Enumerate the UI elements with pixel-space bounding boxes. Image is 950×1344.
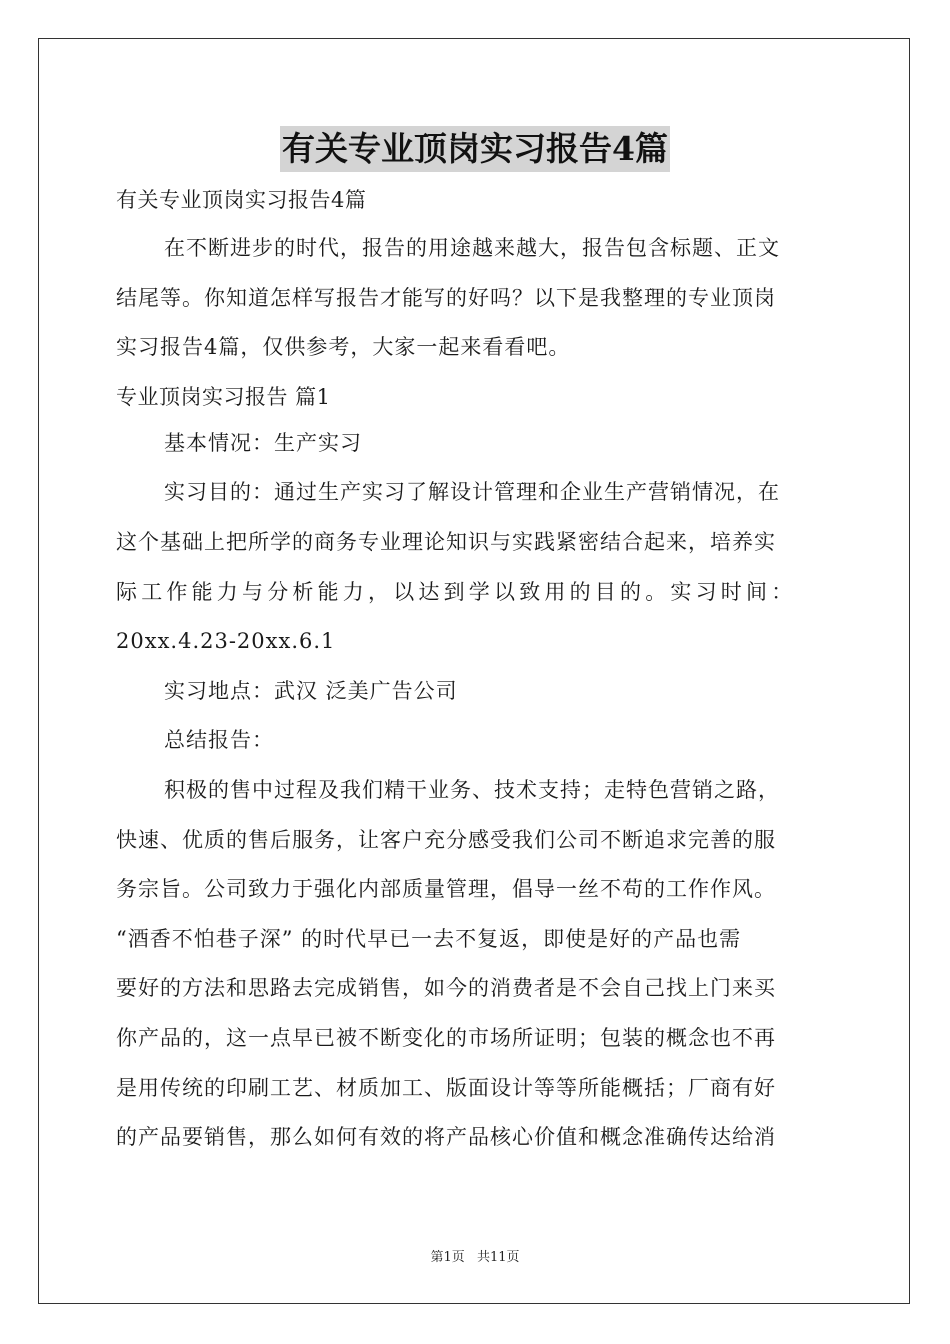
purpose-line: 这个基础上把所学的商务专业理论知识与实践紧密结合起来，培养实 — [116, 529, 776, 554]
page-number-current: 第1页 — [430, 1250, 465, 1265]
document-title: 有关专业顶岗实习报告4篇 — [280, 126, 670, 172]
purpose-paragraph — [116, 468, 832, 666]
location-line: 实习地点：武汉 泛美广告公司 — [164, 678, 458, 703]
basic-info-paragraph — [116, 419, 832, 469]
summary-line: 的产品要销售，那么如何有效的将产品核心价值和概念准确传达给消 — [116, 1125, 776, 1150]
intro-line: 实习报告4篇，仅供参考，大家一起来看看吧。 — [116, 335, 571, 360]
summary-line: 要好的方法和思路去完成销售，如今的消费者是不会自己找上门来买 — [116, 976, 776, 1001]
document-body — [116, 178, 832, 1163]
summary-line: 快速、优质的售后服务，让客户充分感受我们公司不断追求完善的服 — [116, 827, 776, 852]
purpose-line: 际工作能力与分析能力，以达到学以致用的目的。实习时间： — [116, 579, 797, 604]
summary-line: 是用传统的印刷工艺、材质加工、版面设计等等所能概括；厂商有好 — [116, 1075, 776, 1100]
purpose-line: 20xx.4.23-20xx.6.1 — [116, 629, 336, 654]
summary-line: “酒香不怕巷子深” 的时代早已一去不复返，即使是好的产品也需 — [116, 926, 742, 951]
location-paragraph — [116, 667, 832, 717]
document-subtitle: 有关专业顶岗实习报告4篇 — [116, 188, 367, 212]
summary-line: 你产品的，这一点早已被不断变化的市场所证明；包装的概念也不再 — [116, 1025, 776, 1050]
purpose-line: 实习目的：通过生产实习了解设计管理和企业生产营销情况，在 — [164, 480, 780, 505]
intro-line: 在不断进步的时代，报告的用途越来越大，报告包含标题、正文 — [164, 236, 780, 260]
section-heading: 专业顶岗实习报告 篇1 — [116, 384, 331, 409]
summary-label-paragraph — [116, 716, 832, 766]
page-footer — [0, 1246, 950, 1265]
page-number-total: 共11页 — [476, 1250, 520, 1265]
summary-label: 总结报告： — [164, 728, 274, 753]
summary-line: 积极的售中过程及我们精干业务、技术支持；走特色营销之路， — [164, 777, 780, 802]
basic-info-line: 基本情况：生产实习 — [164, 430, 362, 455]
intro-paragraph — [116, 224, 832, 373]
summary-line: 务宗旨。公司致力于强化内部质量管理，倡导一丝不苟的工作作风。 — [116, 877, 776, 902]
summary-paragraph — [116, 766, 832, 1163]
intro-line: 结尾等。你知道怎样写报告才能写的好吗？以下是我整理的专业顶岗 — [116, 285, 776, 310]
title-container — [0, 126, 950, 172]
